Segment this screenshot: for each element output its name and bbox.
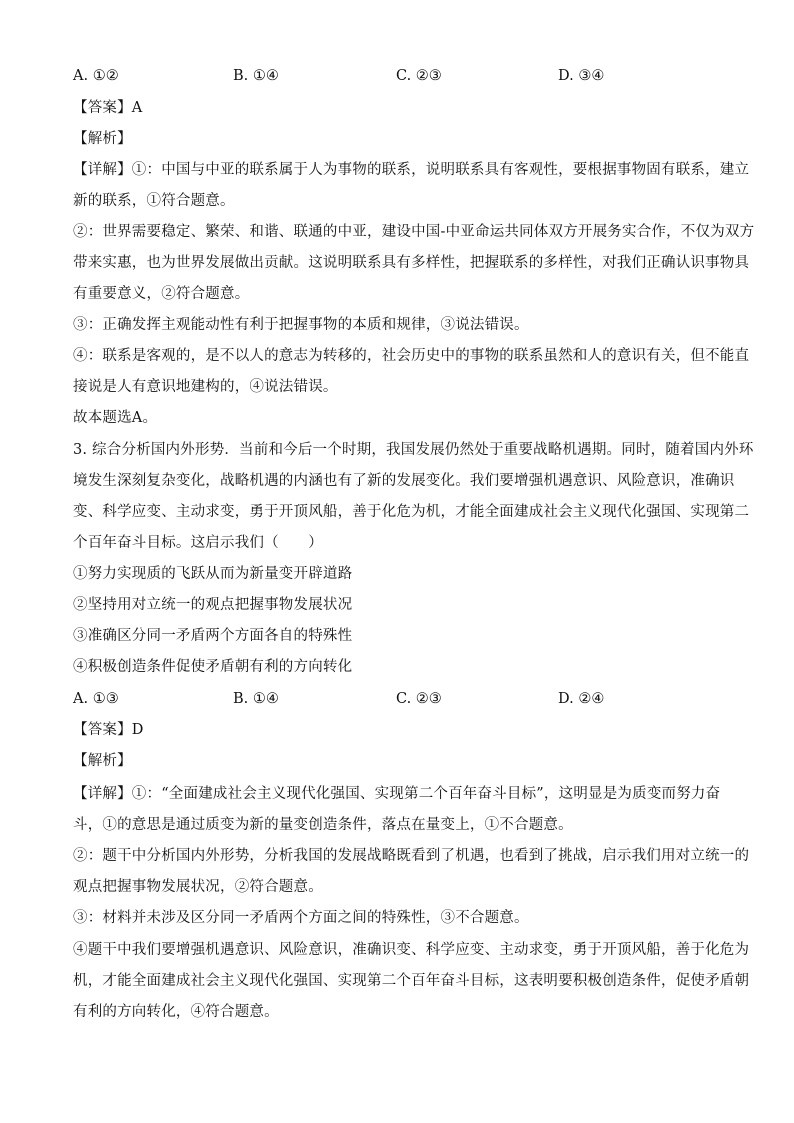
q2-analysis-line: ②：世界需要稳定、繁荣、和谐、联通的中亚，建设中国-中亚命运共同体双方开展务实合作，不仅为双方 <box>73 224 755 240</box>
q3-option-b: B. ①④ <box>233 691 279 707</box>
q2-option-a: A. ①② <box>73 68 119 84</box>
q3-analysis-line: 观点把握事物发展状况，②符合题意。 <box>73 879 323 895</box>
q2-analysis-line: ③：正确发挥主观能动性有利于把握事物的本质和规律，③说法错误。 <box>73 317 529 333</box>
q3-analysis-line: 有利的方向转化，④符合题意。 <box>73 1004 279 1020</box>
q3-statement-1: ①努力实现质的飞跃从而为新量变开辟道路 <box>73 566 353 582</box>
q3-statement-4: ④积极创造条件促使矛盾朝有利的方向转化 <box>73 659 353 675</box>
q3-option-d: D. ②④ <box>558 691 605 707</box>
q3-analysis-line: ③：材料并未涉及区分同一矛盾两个方面之间的特殊性，③不合题意。 <box>73 910 529 926</box>
q3-stem-line: 变、科学应变、主动求变，勇于开顶风船，善于化危为机，才能全面建成社会主义现代化强国、实现第二 <box>73 504 750 520</box>
q2-analysis-line: 带来实惠，也为世界发展做出贡献。这说明联系具有多样性，把握联系的多样性，对我们正确认识事物具 <box>73 255 750 271</box>
q2-analysis-line: 【详解】①：中国与中亚的联系属于人为事物的联系，说明联系具有客观性，要根据事物固有联系，建立 <box>73 162 750 178</box>
q3-answer: 【答案】D <box>73 722 144 738</box>
q3-stem-line: 境发生深刻复杂变化，战略机遇的内涵也有了新的发展变化。我们要增强机遇意识、风险意识，准确识 <box>73 473 735 489</box>
q3-analysis-label: 【解析】 <box>73 753 132 769</box>
q3-analysis-line: 斗，①的意思是通过质变为新的量变创造条件，落点在量变上，①不合题意。 <box>73 817 573 833</box>
q2-option-b: B. ①④ <box>233 68 279 84</box>
q3-statement-3: ③准确区分同一矛盾两个方面各自的特殊性 <box>73 628 353 644</box>
q3-analysis-line: 【详解】①：“全面建成社会主义现代化强国、实现第二个百年奋斗目标”，这明显是为质变而努力奋 <box>73 786 721 802</box>
q3-option-c: C. ②③ <box>396 691 442 707</box>
q3-stem-line: 个百年奋斗目标。这启示我们（ ） <box>73 535 323 551</box>
q2-option-d: D. ③④ <box>558 68 605 84</box>
q3-statement-2: ②坚持用对立统一的观点把握事物发展状况 <box>73 597 353 613</box>
q2-analysis-line: 有重要意义，②符合题意。 <box>73 286 250 302</box>
q3-option-a: A. ①③ <box>73 691 119 707</box>
q2-analysis-line: ④：联系是客观的，是不以人的意志为转移的，社会历史中的事物的联系虽然和人的意识有关，但不能直 <box>73 348 750 364</box>
q2-answer: 【答案】A <box>73 100 143 116</box>
q2-analysis-label: 【解析】 <box>73 131 132 147</box>
q2-option-c: C. ②③ <box>396 68 442 84</box>
q2-analysis-line: 新的联系，①符合题意。 <box>73 193 235 209</box>
q3-analysis-line: ④题干中我们要增强机遇意识、风险意识，准确识变、科学应变、主动求变，勇于开顶风船，善于化危为 <box>73 942 750 958</box>
q3-stem-line: 3. 综合分析国内外形势．当前和今后一个时期，我国发展仍然处于重要战略机遇期。同时，随着国内外环 <box>73 442 754 458</box>
q3-analysis-line: 机，才能全面建成社会主义现代化强国、实现第二个百年奋斗目标，这表明要积极创造条件，促使矛盾朝 <box>73 973 750 989</box>
q2-conclusion: 故本题选A。 <box>73 410 158 426</box>
q3-analysis-line: ②：题干中分析国内外形势，分析我国的发展战略既看到了机遇，也看到了挑战，启示我们用对立统一的 <box>73 848 750 864</box>
q2-analysis-line: 接说是人有意识地建构的，④说法错误。 <box>73 379 338 395</box>
